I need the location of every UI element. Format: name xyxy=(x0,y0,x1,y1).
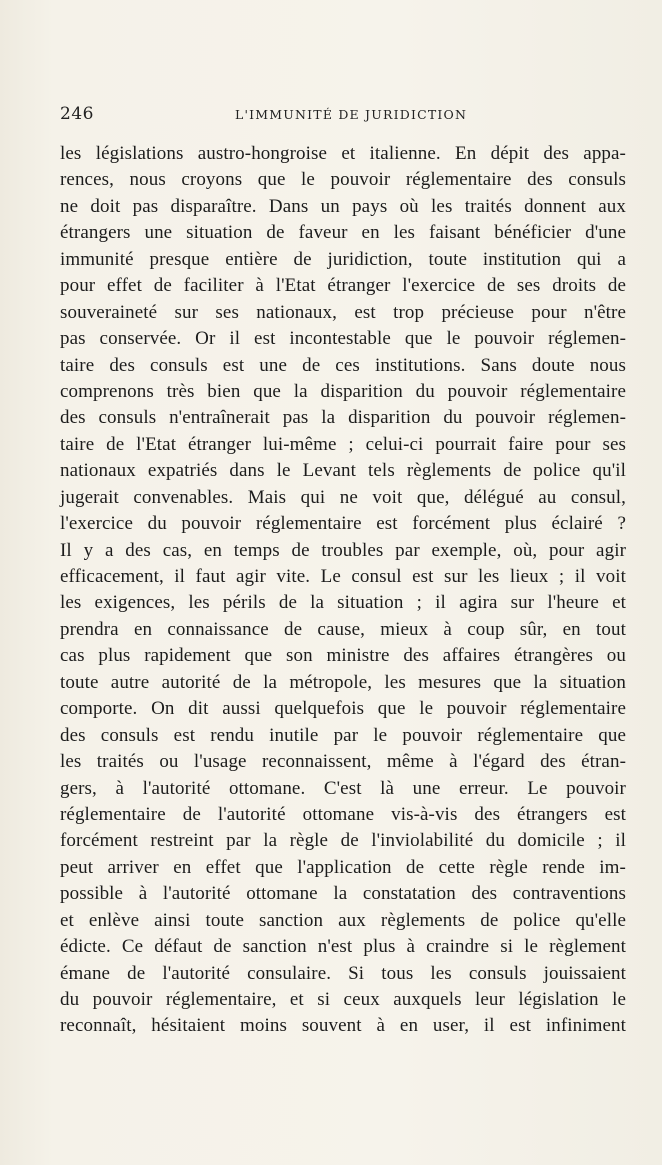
text-line: peut arriver en effet que l'application de cette règle rende im- xyxy=(60,856,626,878)
text-line: forcément restreint par la règle de l'inviolabilité du domicile ; il xyxy=(60,830,626,852)
text-line: pour effet de faciliter à l'Etat étranger l'exercice de ses droits de xyxy=(60,275,626,297)
text-line: reconnaît, hésitaient moins souvent à en user, il est infiniment xyxy=(60,1015,626,1037)
text-line: souveraineté sur ses nationaux, est trop précieuse pour n'être xyxy=(60,301,626,323)
text-line: gers, à l'autorité ottomane. C'est là une erreur. Le pouvoir xyxy=(60,777,626,799)
text-line: taire des consuls est une de ces institutions. Sans doute nous xyxy=(60,354,626,376)
text-line: réglementaire de l'autorité ottomane vis-à-vis des étrangers est xyxy=(60,803,626,825)
text-line: comporte. On dit aussi quelquefois que le pouvoir réglementaire xyxy=(60,698,626,720)
text-line: pas conservée. Or il est incontestable que le pouvoir réglemen- xyxy=(60,328,626,350)
text-line: comprenons très bien que la disparition du pouvoir réglementaire xyxy=(60,380,626,402)
text-line: prendra en connaissance de cause, mieux à coup sûr, en tout xyxy=(60,618,626,640)
text-line: rences, nous croyons que le pouvoir réglementaire des consuls xyxy=(60,169,626,191)
text-line: nationaux expatriés dans le Levant tels règlements de police qu'il xyxy=(60,460,626,482)
text-line: possible à l'autorité ottomane la constatation des contraventions xyxy=(60,883,626,905)
text-line: efficacement, il faut agir vite. Le consul est sur les lieux ; il voit xyxy=(60,566,626,587)
text-line: des consuls est rendu inutile par le pouvoir réglementaire que xyxy=(60,724,626,746)
text-line: du pouvoir réglementaire, et si ceux auxquels leur législation le xyxy=(60,989,626,1010)
text-line: l'exercice du pouvoir réglementaire est forcément plus éclairé ? xyxy=(60,513,626,535)
text-line: immunité presque entière de juridiction, toute institution qui a xyxy=(60,248,626,270)
text-line: des consuls n'entraînerait pas la disparition du pouvoir réglemen- xyxy=(60,407,626,429)
text-line: ne doit pas disparaître. Dans un pays où les traités donnent aux xyxy=(60,195,626,217)
text-line: et enlève ainsi toute sanction aux règlements de police qu'elle xyxy=(60,909,626,931)
text-line: toute autre autorité de la métropole, les mesures que la situation xyxy=(60,671,626,693)
page-number: 246 xyxy=(60,104,94,124)
text-line: édicte. Ce défaut de sanction n'est plus à craindre si le règlement xyxy=(60,936,626,958)
text-line: étrangers une situation de faveur en les faisant bénéficier d'une xyxy=(60,222,626,244)
text-line: les exigences, les périls de la situation ; il agira sur l'heure et xyxy=(60,592,626,614)
text-line: les législations austro-hongroise et italienne. En dépit des appa- xyxy=(60,143,626,164)
text-line: taire de l'Etat étranger lui-même ; celui-ci pourrait faire pour ses xyxy=(60,433,626,455)
text-line: les traités ou l'usage reconnaissent, même à l'égard des étran- xyxy=(60,751,626,773)
text-line: émane de l'autorité consulaire. Si tous les consuls jouissaient xyxy=(60,962,626,984)
running-title: L'IMMUNITÉ DE JURIDICTION xyxy=(235,107,468,122)
page-header xyxy=(60,104,626,128)
body-paragraph xyxy=(60,141,626,1040)
text-line: jugerait convenables. Mais qui ne voit que, délégué au consul, xyxy=(60,486,626,508)
text-line: cas plus rapidement que son ministre des affaires étrangères ou xyxy=(60,645,626,667)
text-line: Il y a des cas, en temps de troubles par exemple, où, pour agir xyxy=(60,539,626,561)
